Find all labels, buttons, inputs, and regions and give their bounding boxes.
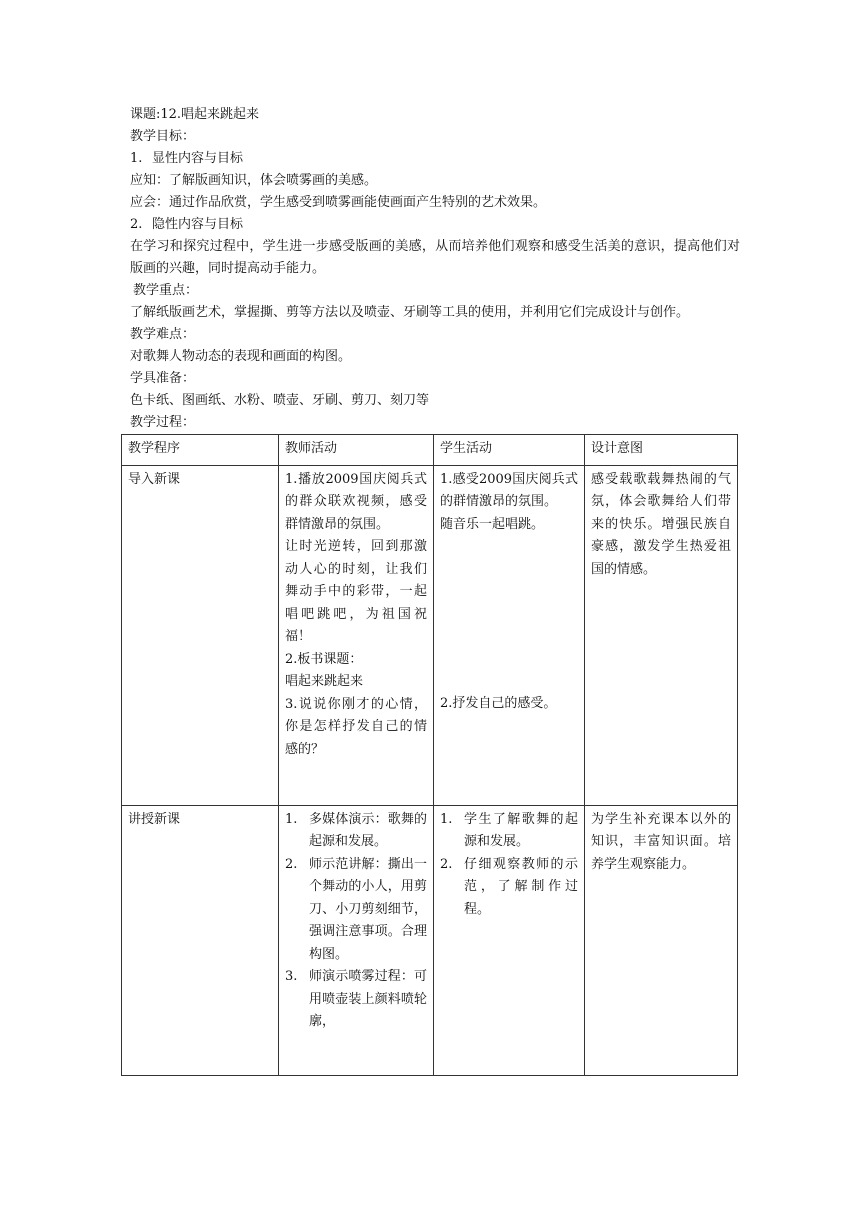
header-teacher: 教师活动	[279, 435, 434, 466]
table-row	[122, 805, 738, 1075]
list-item: 1. 学生了解歌舞的起源和发展。	[440, 811, 578, 849]
objectives-heading: 教学目标：	[130, 129, 196, 144]
teacher-step-1-detail: 让时光逆转，回到那激动人心的时刻，让我们舞动手中的彩带，一起唱吧跳吧，为祖国祝福！	[285, 539, 428, 644]
teacher-cell	[279, 465, 434, 805]
process-table	[121, 434, 738, 1076]
lesson-title: 课题:12.唱起来跳起来	[130, 107, 260, 122]
student-list	[440, 809, 578, 922]
can-objective: 应会：通过作品欣赏，学生感受到喷雾画能使画面产生特别的艺术效果。	[130, 195, 547, 210]
explicit-number: 1.	[130, 151, 143, 166]
header-stage: 教学程序	[122, 435, 279, 466]
student-cell	[434, 805, 585, 1075]
key-text: 了解纸版画艺术，掌握撕、剪等方法以及喷壶、牙刷等工具的使用，并利用它们完成设计与创作。	[130, 305, 690, 320]
teacher-cell	[279, 805, 434, 1075]
header-intent: 设计意图	[584, 435, 737, 466]
know-objective: 应知：了解版画知识，体会喷雾画的美感。	[130, 173, 378, 188]
table-row	[122, 465, 738, 805]
intent-cell: 感受载歌载舞热闹的气氛，体会歌舞给人们带来的快乐。增强民族自豪感，激发学生热爱祖国的情感。	[584, 465, 737, 805]
list-item: 2. 仔细观察教师的示范，了解制作过程。	[440, 856, 578, 917]
process-heading: 教学过程：	[130, 415, 196, 430]
implicit-number: 2.	[130, 217, 143, 232]
list-item: 3. 师演示喷雾过程：可用喷壶装上颜料喷轮廓，	[285, 969, 428, 1029]
implicit-heading	[130, 214, 740, 236]
teacher-step-2-detail: 唱起来跳起来	[285, 674, 364, 689]
teacher-step-3: 3.说说你刚才的心情，你是怎样抒发自己的情感的？	[285, 696, 428, 757]
key-heading: 教学重点：	[133, 283, 199, 298]
stage-cell: 讲授新课	[122, 805, 279, 1075]
teacher-step-1: 1.播放2009国庆阅兵式的群众联欢视频，感受群情激昂的氛围。	[285, 471, 428, 532]
implicit-text: 在学习和探究过程中，学生进一步感受版画的美感，从而培养他们观察和感受生活美的意识，提高他们对版画的兴趣，同时提高动手能力。	[130, 239, 740, 276]
student-step-1-detail: 随音乐一起唱跳。	[440, 516, 545, 532]
explicit-heading-text: 显性内容与目标	[152, 151, 244, 166]
teacher-list	[285, 809, 427, 1034]
difficulty-text: 对歌舞人物动态的表现和画面的构图。	[130, 349, 352, 364]
document-page	[130, 104, 740, 1076]
materials-heading: 学具准备：	[130, 371, 196, 386]
list-item: 1. 多媒体演示：歌舞的起源和发展。	[285, 811, 428, 849]
header-student: 学生活动	[434, 435, 585, 466]
difficulty-heading: 教学难点：	[130, 327, 196, 342]
list-item: 2. 师示范讲解：撕出一个舞动的小人，用剪刀、小刀剪刻细节，强调注意事项。合理构图。	[285, 856, 428, 962]
teacher-step-2: 2.板书课题：	[285, 651, 363, 667]
explicit-heading	[130, 148, 740, 170]
intent-cell: 为学生补充课本以外的知识，丰富知识面。培养学生观察能力。	[584, 805, 737, 1075]
student-cell	[434, 465, 585, 805]
table-header-row	[122, 435, 738, 466]
student-step-2: 2.抒发自己的感受。	[440, 696, 557, 711]
implicit-heading-text: 隐性内容与目标	[152, 217, 244, 232]
student-step-1: 1.感受2009国庆阅兵式的群情激昂的氛围。	[440, 471, 578, 509]
materials-text: 色卡纸、图画纸、水粉、喷壶、牙刷、剪刀、刻刀等	[130, 393, 430, 408]
stage-cell: 导入新课	[122, 465, 279, 805]
